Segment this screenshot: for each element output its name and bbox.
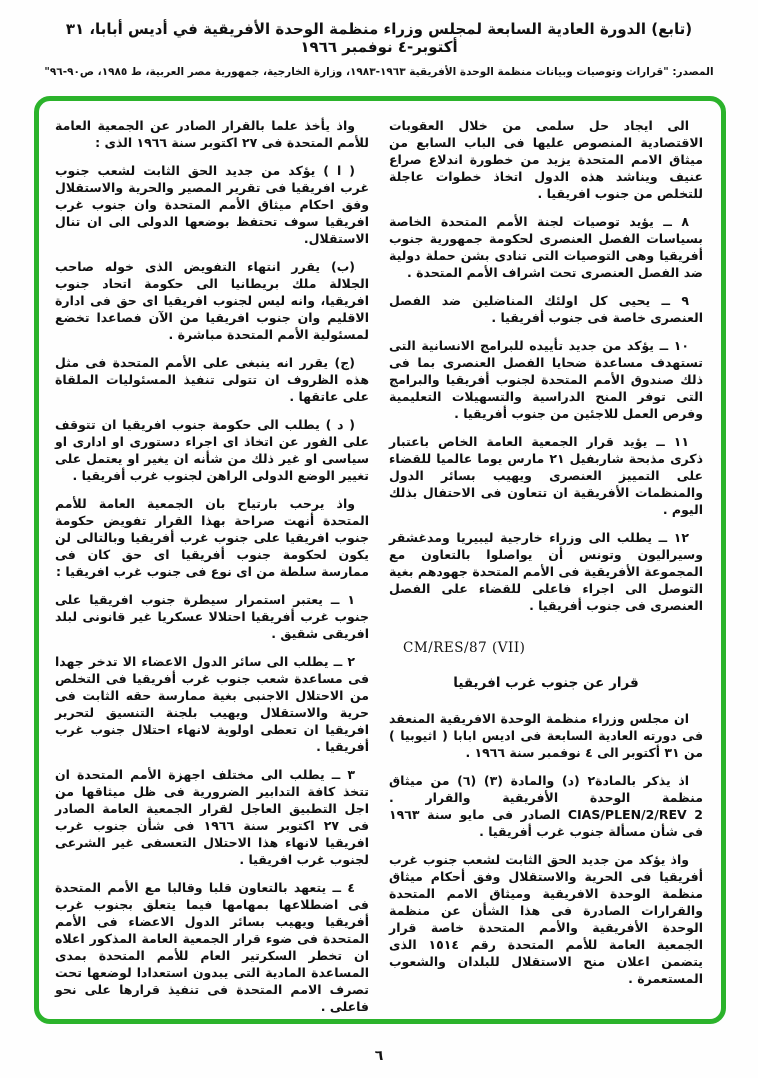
paragraph-item-10: ١٠ ــ يؤكد من جديد تأييده للبرامج الانسانية التى تستهدف مساعدة ضحايا الفصل العنصرى بما فى ذلك صندوق الأمم المتحدة لجنوب أفريقيا والبرامج التى توفر المنح الدراسية والتسهيلات التعليمية وفرص العمل للاجئين من جنوب أفريقيا . xyxy=(389,338,703,421)
paragraph-item-j: (ج) يقرر انه ينبغى على الأمم المتحدة فى مثل هذه الظروف ان تتولى تنفيذ المسئوليات الملقاة على عاتقها . xyxy=(55,355,369,404)
section-title: قرار عن جنوب غرب افريقيا xyxy=(453,675,639,691)
paragraph: واذ يؤكد من جديد الحق الثابت لشعب جنوب غرب أفريقيا فى الحرية والاستقلال وفق أحكام ميثاق منظمة الوحدة الافريقية وميثاق الامم المتحدة والقرارات الصادرة فى هذا الشأن عن منظمة الوحدة الأفريقية والأمم المتحدة خاصة قرار الجمعية العامة للأمم المتحدة رقم ١٥١٤ الذى يتضمن اعلان منح الاستقلال للبلدان والشعوب المستعمرة . xyxy=(389,852,703,986)
paragraph-item-d: ( د ) يطلب الى حكومة جنوب افريقيا ان تتوقف على الفور عن اتخاذ اى اجراء دستورى او ادارى او سياسى او غير ذلك من شأنه ان يغير او يعتمل على تغيير الوضع الدولى الراهن لجنوب غرب أفريقيا . xyxy=(55,417,369,483)
paragraph-item-a: ( ا ) يؤكد من جديد الحق الثابت لشعب جنوب غرب افريقيا فى تقرير المصير والحرية والاستقلال وفق احكام ميثاق الأمم المتحدة وان جنوب غرب افريقيا سوف تحتفظ بوضعها الدولى الى ان تنال الاستقلال. xyxy=(55,163,369,246)
paragraph: اذ يذكر بالمادة٢ (د) والمادة (٣) (٦) من ميثاق منظمة الوحدة الأفريقية والقرار . CIAS/PLEN/2/REV 2 الصادر فى مايو سنة ١٩٦٣ فى شأن مسألة جنوب غرب أفريقيا . xyxy=(389,773,703,839)
page-header xyxy=(0,20,758,78)
column-right xyxy=(389,117,703,1009)
paragraph-item-9: ٩ ــ يحيى كل اولئك المناضلين ضد الفصل العنصرى خاصة فى جنوب أفريقيا . xyxy=(389,293,703,325)
paragraph-item-2: ٢ ــ يطلب الى سائر الدول الاعضاء الا تدخر جهدا فى مساعدة شعب جنوب غرب أفريقيا فى التخلص من الاحتلال الاجنبى بغية ممارسة حقه الثابت فى حرية والاستقلال ويهيب بلجنة التنسيق لتحرير افريقيا ان تعطى اولوية لانهاء احتلال جنوب غرب أفريقيا . xyxy=(55,654,369,754)
session-title: (تابع) الدورة العادية السابعة لمجلس وزراء منظمة الوحدة الأفريقية في أديس أبابا، ٣١ أكتوبر-٤ نوفمبر ١٩٦٦ xyxy=(65,20,693,56)
page-number: ٦ xyxy=(374,1048,384,1064)
paragraph-item-4: ٤ ــ يتعهد بالتعاون قلبا وقالبا مع الأمم المتحدة فى اضطلاعها بمهامها فيما يتعلق بجنوب غرب أفريقيا ويهيب بسائر الدول الاعضاء فى الأمم المتحدة فى ضوء قرار الجمعية العامة المذكور اعلاه ان تخطر السكرتير العام للأمم المتحدة بمدى المساعدة المادية التى يبدون استعدادا لوضعها تحت تصرف الامم المتحدة فى تنفيذ قرارها على نحو فاعلى . xyxy=(55,880,369,1014)
source-line: المصدر: "قرارات وتوصيات وبيانات منظمة الوحدة الأفريقية ١٩٦٣-١٩٨٣، وزارة الخارجية، جمهورية مصر العربية، ط ١٩٨٥، ص٩٠-٩٦" xyxy=(44,66,714,78)
paragraph-item-12: ١٢ ــ يطلب الى وزراء خارجية ليبيريا ومدغشقر وسيراليون وتونس أن يواصلوا بالتعاون مع المجموعة الأفريقية فى الأمم المتحدة جهودهم بغية التوصل الى اجراء فاعلى للقضاء على الفصل العنصرى فى جنوب أفريقيا . xyxy=(389,530,703,613)
document-frame xyxy=(34,96,726,1024)
paragraph-item-3: ٣ ــ يطلب الى مختلف اجهزة الأمم المتحدة ان تتخذ كافة التدابير الضرورية فى ظل ميثاقها من اجل التطبيق العاجل لقرار الجمعية العامة الصادر فى ٢٧ اكتوبر سنة ١٩٦٦ فى شأن جنوب غرب افريقيا لانهاء هذا الاحتلال التعسفى غير الشرعى لجنوب غرب افريقيا . xyxy=(55,767,370,867)
paragraph: الى ايجاد حل سلمى من خلال العقوبات الاقتصادية المنصوص عليها فى الباب السابع من ميثاق الامم المتحدة يزيد من خطورة اندلاع صراع عنيف ويناشد هذه الدول اتخاذ خطوات عاجلة للتخلص من جنوب افريقيا . xyxy=(389,118,703,201)
column-left xyxy=(55,117,370,1014)
paragraph-item-11: ١١ ــ يؤيد قرار الجمعية العامة الخاص باعتبار ذكرى مذبحة شاربفيل ٢١ مارس يوما عالميا للقضاء على التمييز العنصرى ويهيب بسائر الدول والمنظمات الأفريقية ان تتعاون فى الاحتفال بذلك اليوم . xyxy=(389,434,703,517)
paragraph-item-b: (ب) يقرر انتهاء التفويض الذى خوله صاحب الجلالة ملك بريطانيا الى حكومة اتحاد جنوب افريقيا، وانه ليس لجنوب افريقيا اى حق فى ادارة الاقليم وان جنوب افريقيا من الآن فصاعدا تخضع لمسئولية الأمم المتحدة مباشرة . xyxy=(55,259,369,342)
paragraph-item-8: ٨ ــ يؤيد توصيات لجنة الأمم المتحدة الخاصة بسياسات الفصل العنصرى لحكومة جمهورية جنوب أفريقيا وهى التوصيات التى تنادى بشن حملة دولية ضد الفصل العنصرى تحت اشراف الأمم المتحدة . xyxy=(389,214,703,280)
resolution-code: CM/RES/87 (VII) xyxy=(403,640,526,656)
paragraph-item-1: ١ ــ يعتبر استمرار سيطرة جنوب افريقيا على جنوب غرب أفريقيا احتلالا عسكريا غير قانونى لبلد افريقى شقيق . xyxy=(55,592,369,641)
paragraph: ان مجلس وزراء منظمة الوحدة الافريقية المنعقد فى دورته العادية السابعة فى اديس ابابا ( اثيوبيا ) من ٣١ أكتوبر الى ٤ نوفمبر سنة ١٩٦٦ . xyxy=(389,711,703,760)
paragraph: واذ يرحب بارتياح بان الجمعية العامة للأمم المتحدة أنهت صراحة بهذا القرار تفويض حكومة جنوب افريقيا على جنوب غرب أفريقيا وبالتالى لن يكون لحكومة جنوب أفريقيا اى حق كان فى ممارسة سلطة من اى نوع فى جنوب غرب افريقيا : xyxy=(55,496,369,579)
two-column-layout xyxy=(55,117,703,1014)
paragraph: واذ يأخذ علما بالقرار الصادر عن الجمعية العامة للأمم المتحدة فى ٢٧ اكتوبر سنة ١٩٦٦ الذى : xyxy=(55,118,369,150)
